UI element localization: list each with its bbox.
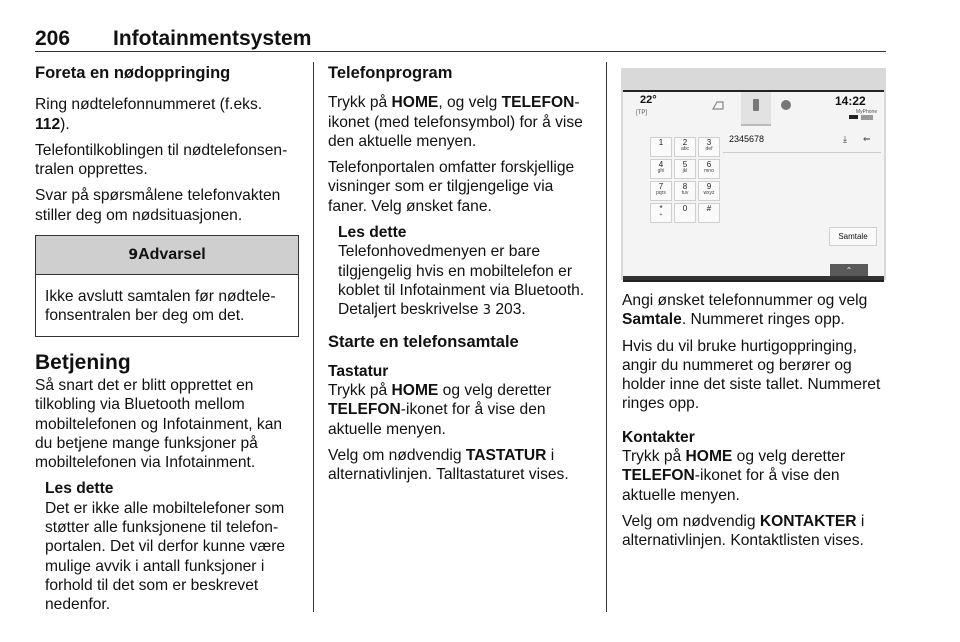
heading-keypad: Tastatur — [328, 362, 389, 380]
page-number: 206 — [35, 27, 71, 50]
key-letters: ghi — [657, 168, 665, 174]
paragraph-keypad-select — [328, 446, 594, 485]
signal-icon — [861, 115, 873, 120]
key-letters: mno — [704, 168, 714, 174]
warning-body: Ikke avslutt samtalen før nødtelefonsentralen ber deg om det. — [45, 288, 276, 325]
keypad-key[interactable] — [674, 203, 696, 223]
paragraph-dial-emergency — [35, 95, 299, 134]
phone-number: 2345678 — [729, 134, 765, 144]
key-digit: 6 — [706, 160, 712, 169]
column-3 — [622, 291, 888, 558]
paragraph-speed-dial: Hvis du vil bruke hurtigoppringing, angir du nummeret og berører og holder inne det siste tallet. Nummeret ringes opp. — [622, 337, 881, 413]
backspace-icon[interactable]: ⇐ — [863, 134, 871, 144]
text: ). — [60, 115, 70, 133]
key-letters: pqrs — [656, 190, 666, 196]
keyword-kontakter: KONTAKTER — [759, 512, 857, 530]
text: Velg om nødvendig — [328, 447, 466, 465]
paragraph-contacts-open — [622, 447, 888, 505]
warning-box — [35, 235, 299, 337]
text: Trykk på — [622, 448, 686, 466]
note-body: Det er ikke alle mobiltelefoner som støtter alle funksjonene til telefonportalen. Det vil derfor kunne være mulige avvik i antall funksjoner i forhold til det som er beskrevet nedenfor. — [45, 499, 286, 614]
clock-icon[interactable] — [779, 98, 793, 112]
note-heading: Les dette — [338, 224, 407, 242]
chevron-up-icon[interactable]: ⌃ — [830, 264, 868, 278]
keypad-key[interactable] — [650, 137, 672, 157]
heading-phone-program: Telefonprogram — [328, 64, 453, 82]
warning-title: Advarsel — [138, 246, 206, 264]
key-digit: 7 — [658, 182, 664, 191]
status-bar — [623, 92, 884, 126]
text: og velg deretter — [732, 448, 846, 466]
infotainment-screen — [623, 90, 884, 282]
key-digit: 2 — [682, 138, 688, 147]
music-icon[interactable] — [711, 98, 725, 112]
text: Angi ønsket telefonnummer og velg — [622, 292, 868, 309]
keypad-key[interactable] — [698, 203, 720, 223]
text: Telefonhovedmenyen er bare tilgjengelig hvis en mobiltelefon er koblet til Infotainment via Bluetooth. Detaljert beskrivelse — [338, 243, 585, 319]
tp-indicator: [TP] — [636, 110, 648, 116]
phone-number-field[interactable] — [723, 128, 881, 153]
keypad-key[interactable] — [650, 159, 672, 179]
keypad-key[interactable] — [674, 159, 696, 179]
keypad-key[interactable] — [698, 137, 720, 157]
note-box — [338, 223, 594, 320]
header-rule — [35, 51, 886, 52]
text: Trykk på — [328, 382, 392, 400]
text: Ring nødtelefonnummeret (f.eks. — [35, 96, 263, 114]
key-digit: 5 — [682, 160, 688, 169]
key-letters: jkl — [682, 168, 688, 174]
keyword-telefon: TELEFON — [622, 467, 695, 485]
paragraph-operation: Så snart det er blitt opprettet en tilkobling via Bluetooth mellom mobiltelefonen og Infotainment, kan du betjene mange funksjoner på mobiltelefonen via Infotainment. — [35, 376, 283, 472]
key-letters: abc — [680, 146, 690, 152]
heading-emergency-call: Foreta en nødoppringing — [35, 64, 231, 82]
heading-contacts: Kontakter — [622, 428, 695, 446]
key-digit: 8 — [682, 182, 688, 191]
bottom-bar — [623, 276, 884, 280]
paragraph-tabs: Telefonportalen omfatter forskjellige visninger som er tilgjengelige via faner. Velg ønsket fane. — [328, 159, 575, 215]
column-1 — [35, 64, 299, 615]
keypad-key[interactable] — [674, 137, 696, 157]
heading-operation: Betjening — [35, 350, 131, 374]
text: og velg deretter — [438, 382, 552, 400]
key-digit: 1 — [658, 138, 664, 147]
infotainment-screenshot — [621, 68, 886, 280]
page-header-title: Infotainmentsystem — [113, 27, 312, 50]
note-box — [45, 479, 299, 614]
keyword-home: HOME — [685, 448, 733, 466]
column-divider-2 — [606, 62, 607, 612]
keyword-samtale: Samtale — [622, 311, 682, 329]
text: Trykk på — [328, 94, 392, 112]
warning-header — [36, 236, 298, 275]
key-digit: 9 — [706, 182, 712, 191]
keypad-key[interactable] — [650, 203, 672, 223]
key-digit: * — [659, 204, 663, 213]
text: i alternativlinjen. Talltastaturet vises. — [328, 447, 569, 484]
key-letters: tuv — [681, 190, 689, 196]
emergency-number: 112 — [35, 115, 61, 133]
paragraph-enter-number — [622, 291, 888, 330]
keypad-key[interactable] — [698, 181, 720, 201]
keyword-telefon: TELEFON — [501, 94, 575, 112]
keyword-home: HOME — [391, 382, 439, 400]
column-2 — [328, 64, 594, 492]
paragraph-connection: Telefontilkoblingen til nødtelefonsentralen opprettes. — [35, 141, 288, 179]
keyword-home: HOME — [391, 94, 439, 112]
note-body — [338, 242, 594, 320]
text: i alternativlinjen. Kontaktlisten vises. — [622, 512, 865, 550]
paragraph-open-phone — [328, 93, 594, 151]
phone-icon[interactable] — [749, 98, 763, 112]
text: -ikonet (med telefonsymbol) for å vise den aktuelle menyen. — [328, 94, 583, 150]
temperature: 22° — [640, 94, 657, 106]
note-heading: Les dette — [45, 480, 114, 498]
warning-icon: 9 — [128, 247, 139, 264]
key-letters: wxyz — [703, 190, 715, 196]
key-digit: 0 — [682, 204, 688, 213]
keypad-key[interactable] — [674, 181, 696, 201]
text: Velg om nødvendig — [622, 512, 760, 530]
paragraph-keypad-open — [328, 381, 594, 439]
paragraph-answer-questions: Svar på spørsmålene telefonvakten stiller deg om nødsituasjonen. — [35, 187, 281, 224]
key-digit: # — [706, 204, 712, 213]
redial-icon[interactable]: ⤓ — [843, 134, 847, 144]
paragraph-contacts-select — [622, 512, 888, 551]
key-digit: 4 — [658, 160, 664, 169]
page-reference[interactable]: 203. — [495, 301, 526, 319]
keyword-tastatur: TASTATUR — [465, 447, 547, 465]
heading-start-call: Starte en telefonsamtale — [328, 332, 519, 351]
key-digit: 3 — [706, 138, 712, 147]
page-reference-icon: 3 — [482, 303, 492, 319]
battery-icon — [849, 115, 858, 119]
keyword-telefon: TELEFON — [328, 401, 401, 419]
key-letters: + — [659, 212, 663, 218]
text: . Nummeret ringes opp. — [681, 311, 845, 329]
text: , og velg — [438, 94, 502, 112]
phone-name: MyPhone — [856, 109, 878, 115]
text: -ikonet for å vise den aktuelle menyen. — [328, 401, 546, 438]
key-letters: def — [705, 146, 713, 152]
call-button[interactable]: Samtale — [829, 227, 877, 246]
clock: 14:22 — [835, 94, 866, 108]
keypad-key[interactable] — [650, 181, 672, 201]
keypad-key[interactable] — [698, 159, 720, 179]
text: -ikonet for å vise den aktuelle menyen. — [622, 467, 840, 504]
column-divider-1 — [313, 62, 314, 612]
